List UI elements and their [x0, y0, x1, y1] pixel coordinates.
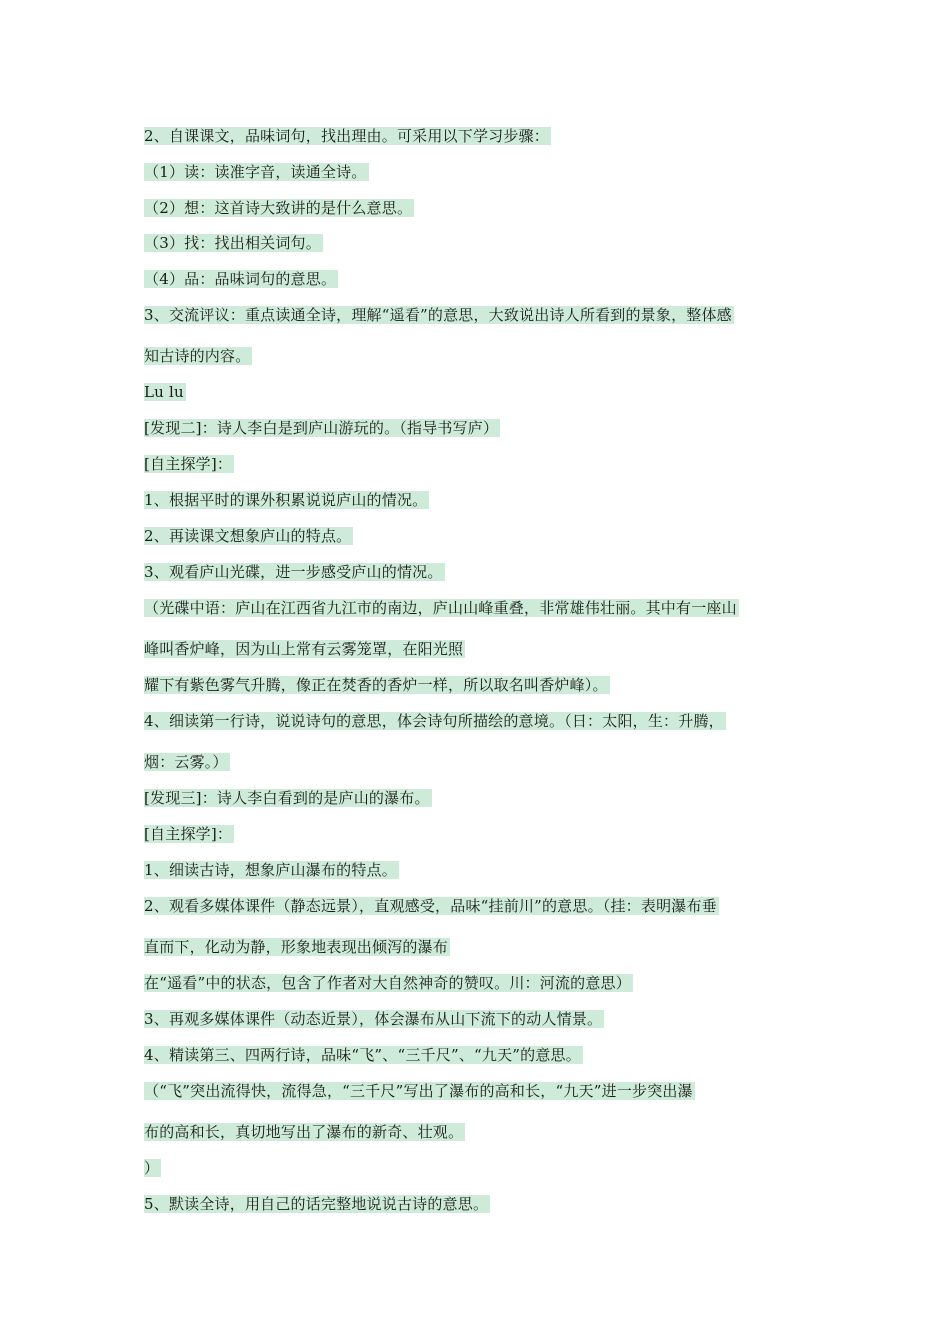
- line-text: 3、交流评议：重点读通全诗，理解“遥看”的意思，大致说出诗人所看到的景象，整体感: [144, 306, 732, 324]
- text-line: [144, 1194, 490, 1214]
- line-text: 3、观看庐山光碟，进一步感受庐山的情况。: [144, 563, 443, 581]
- text-line: [144, 418, 500, 438]
- text-line: [144, 490, 429, 510]
- line-text: 2、自课课文，品味词句，找出理由。可采用以下学习步骤：: [144, 127, 549, 145]
- line-text: 5、默读全诗，用自己的话完整地说说古诗的意思。: [144, 1195, 489, 1213]
- text-line: [144, 1122, 465, 1142]
- text-line: [144, 639, 465, 659]
- text-line: [144, 598, 739, 618]
- text-line: [144, 788, 432, 808]
- line-text: Lu lu: [144, 383, 184, 401]
- line-text: 耀下有紫色雾气升腾，像正在焚香的香炉一样，所以取名叫香炉峰）。: [144, 676, 608, 694]
- text-line: [144, 824, 234, 844]
- text-line: [144, 198, 414, 218]
- text-line: [144, 1081, 695, 1101]
- line-text: [自主探学]：: [144, 825, 233, 843]
- text-line: [144, 562, 445, 582]
- line-text: （1）读：读准字音，读通全诗。: [144, 163, 367, 181]
- text-line: [144, 233, 323, 253]
- line-text: 峰叫香炉峰，因为山上常有云雾笼罩，在阳光照: [144, 640, 464, 658]
- text-line: [144, 1045, 583, 1065]
- line-text: 烟：云雾。）: [144, 753, 228, 771]
- text-line: [144, 382, 186, 402]
- line-text: 1、根据平时的课外积累说说庐山的情况。: [144, 491, 428, 509]
- line-text: 布的高和长，真切地写出了瀑布的新奇、壮观。: [144, 1123, 464, 1141]
- line-text: 3、再观多媒体课件（动态近景），体会瀑布从山下流下的动人情景。: [144, 1010, 603, 1028]
- line-text: 2、再读课文想象庐山的特点。: [144, 527, 352, 545]
- line-text: [自主探学]：: [144, 455, 233, 473]
- line-text: 直而下，化动为静，形象地表现出倾泻的瀑布: [144, 938, 449, 956]
- text-line: [144, 269, 338, 289]
- text-line: [144, 896, 719, 916]
- line-text: [发现三]：诗人李白看到的是庐山的瀑布。: [144, 789, 430, 807]
- line-text: （“飞”突出流得快，流得急，“三千尺”写出了瀑布的高和长，“九天”进一步突出瀑: [144, 1082, 693, 1100]
- text-line: [144, 162, 369, 182]
- text-line: [144, 126, 551, 146]
- text-line: [144, 454, 234, 474]
- line-text: [发现二]：诗人李白是到庐山游玩的。（指导书写庐）: [144, 419, 499, 437]
- text-line: [144, 675, 610, 695]
- text-line: [144, 752, 230, 772]
- line-text: 知古诗的内容。: [144, 347, 251, 365]
- line-text: 在“遥看”中的状态，包含了作者对大自然神奇的赞叹。川：河流的意思）: [144, 974, 631, 992]
- text-line: [144, 973, 633, 993]
- text-line: [144, 860, 399, 880]
- line-text: （3）找：找出相关词句。: [144, 234, 321, 252]
- line-text: （光碟中语：庐山在江西省九江市的南边，庐山山峰重叠，非常雄伟壮丽。其中有一座山: [144, 599, 737, 617]
- line-text: 2、观看多媒体课件（静态远景），直观感受，品味“挂前川”的意思。（挂：表明瀑布垂: [144, 897, 717, 915]
- text-line: [144, 526, 353, 546]
- text-line: [144, 711, 726, 731]
- text-line: [144, 1158, 161, 1178]
- line-text: 4、细读第一行诗，说说诗句的意思，体会诗句所描绘的意境。（日：太阳，生：升腾，: [144, 712, 724, 730]
- line-text: 1、细读古诗，想象庐山瀑布的特点。: [144, 861, 397, 879]
- line-text: ）: [144, 1159, 160, 1177]
- text-line: [144, 937, 450, 957]
- line-text: （4）品：品味词句的意思。: [144, 270, 337, 288]
- line-text: 4、精读第三、四两行诗，品味“飞”、“三千尺”、“九天”的意思。: [144, 1046, 581, 1064]
- text-line: [144, 1009, 604, 1029]
- text-line: [144, 346, 252, 366]
- line-text: （2）想：这首诗大致讲的是什么意思。: [144, 199, 413, 217]
- text-line: [144, 305, 734, 325]
